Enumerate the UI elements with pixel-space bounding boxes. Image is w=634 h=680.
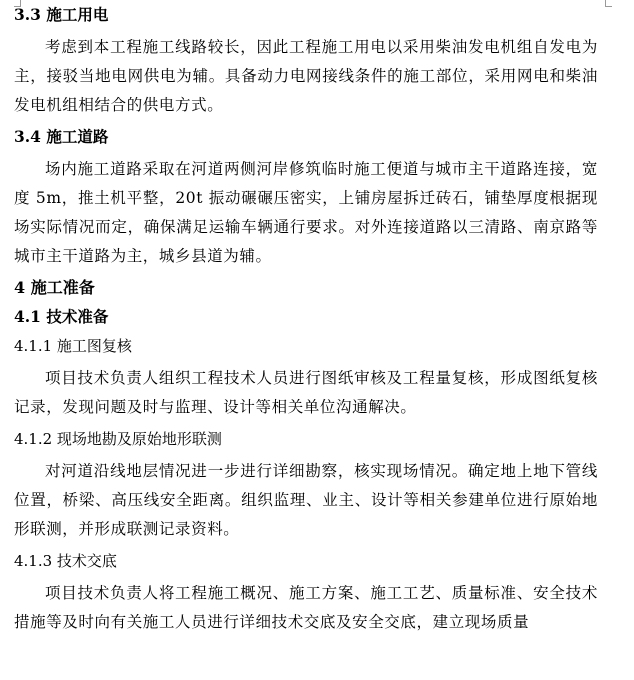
heading-4-1: 4.1 技术准备 xyxy=(14,307,109,326)
paragraph-3-3: 考虑到本工程施工线路较长，因此工程施工用电以采用柴油发电机组自发电为主，接驳当地电网供电为辅。具备动力电网接线条件的施工部位，采用网电和柴油发电机组相结合的供电方式。 xyxy=(14,38,598,114)
paragraph-4-1-1: 项目技术负责人组织工程技术人员进行图纸审核及工程量复核，形成图纸复核记录，发现问题及时与监理、设计等相关单位沟通解决。 xyxy=(14,369,598,416)
heading-3-4: 3.4 施工道路 xyxy=(14,127,109,146)
heading-4-1-2: 4.1.2 现场地勘及原始地形联测 xyxy=(14,430,222,448)
heading-4-1-3: 4.1.3 技术交底 xyxy=(14,552,117,570)
paragraph-4-1-3: 项目技术负责人将工程施工概况、施工方案、施工工艺、质量标准、安全技术措施等及时向有关施工人员进行详细技术交底及安全交底，建立现场质量 xyxy=(14,584,598,631)
heading-4-1-1: 4.1.1 施工图复核 xyxy=(14,337,132,355)
heading-3-3: 3.3 施工用电 xyxy=(14,5,109,24)
paragraph-3-4: 场内施工道路采取在河道两侧河岸修筑临时施工便道与城市主干道路连接，宽度 5m，推土机平整，20t 振动碾碾压密实，上铺房屋拆迁砖石，铺垫厚度根据现场实际情况而定，确保满足运输车辆通行要求。对外连接道路以三清路、南京路等城市主干道路为主，城乡县道为辅。 xyxy=(14,160,598,265)
document-body xyxy=(14,4,598,637)
page-corner-mark-right xyxy=(605,0,612,7)
heading-4: 4 施工准备 xyxy=(14,278,95,297)
paragraph-4-1-2: 对河道沿线地层情况进一步进行详细勘察，核实现场情况。确定地上地下管线位置，桥梁、高压线安全距离。组织监理、业主、设计等相关参建单位进行原始地形联测，并形成联测记录资料。 xyxy=(14,462,598,538)
